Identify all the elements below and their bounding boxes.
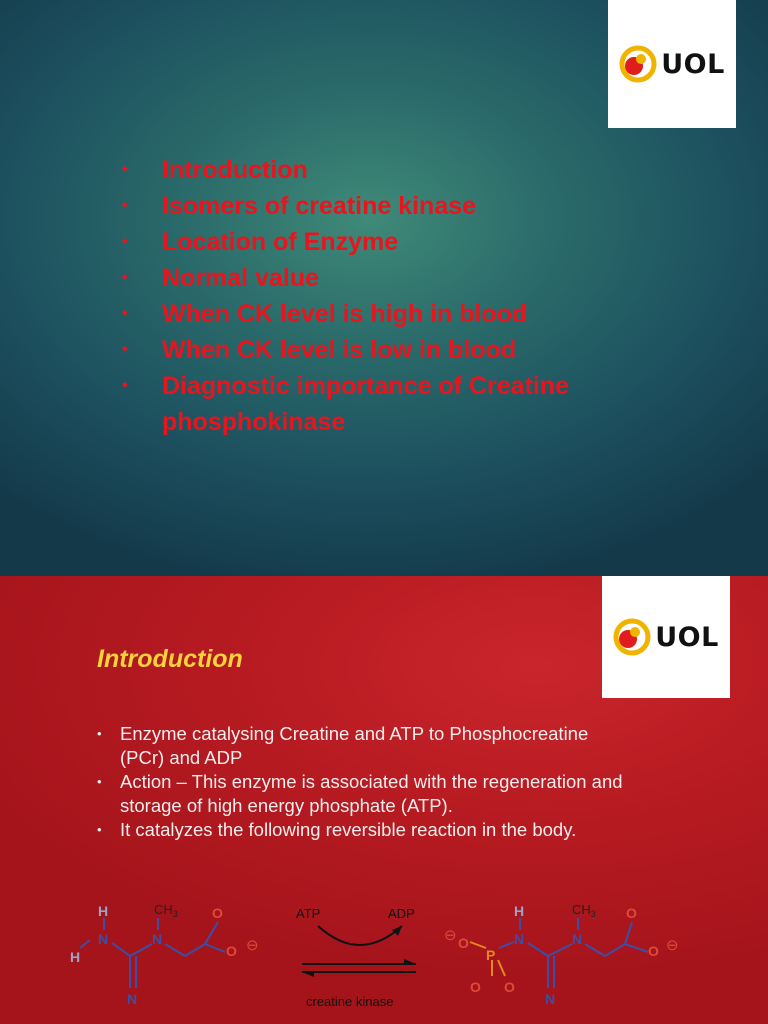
charge-minus: ⊖: [444, 927, 457, 944]
enzyme-label: creatine kinase: [306, 994, 394, 1009]
uol-logo: [619, 45, 725, 83]
atom-n: N: [152, 931, 163, 947]
atom-o: O: [648, 943, 659, 959]
creatine-structure: [70, 904, 259, 1007]
contents-item: • Location of Enzyme: [120, 224, 682, 260]
uol-logo-icon: [613, 618, 651, 656]
atom-o: O: [458, 935, 469, 951]
logo-text: UOL: [655, 621, 719, 653]
bullet-item: • Action – This enzyme is associated with the regeneration and storage of high energy phosphate (ATP).: [95, 770, 630, 818]
contents-item: • Diagnostic importance of Creatine phosphokinase: [120, 368, 682, 440]
atom-n: N: [127, 991, 138, 1007]
adp-label: ADP: [388, 906, 415, 921]
phosphocreatine-structure: [444, 904, 679, 1007]
atom-n: N: [572, 931, 583, 947]
atom-o: O: [212, 905, 223, 921]
atom-n: N: [545, 991, 556, 1007]
atom-o: O: [626, 905, 637, 921]
atom-h: H: [98, 904, 109, 919]
atom-n: N: [514, 931, 525, 947]
contents-item: • When CK level is low in blood: [120, 332, 682, 368]
contents-item: • Introduction: [120, 152, 682, 188]
contents-item: • When CK level is high in blood: [120, 296, 682, 332]
atom-h: H: [514, 904, 525, 919]
logo-box: [608, 0, 736, 128]
logo-text: UOL: [661, 48, 725, 80]
charge-minus: ⊖: [246, 937, 259, 954]
atp-label: ATP: [296, 906, 321, 921]
atom-h: H: [70, 949, 81, 965]
atom-o: O: [226, 943, 237, 959]
methyl-group: $CH_3$: [154, 904, 178, 919]
bullet-item: • It catalyzes the following reversible reaction in the body.: [95, 818, 630, 842]
contents-item: • Isomers of creatine kinase: [120, 188, 682, 224]
slide-title: Introduction: [97, 645, 243, 673]
bullet-item: • Enzyme catalysing Creatine and ATP to Phosphocreatine (PCr) and ADP: [95, 722, 630, 770]
contents-list: [120, 152, 682, 440]
intro-bullets: [95, 722, 630, 842]
slide-introduction: [0, 576, 768, 1024]
atom-o: O: [504, 979, 515, 995]
methyl-group: $CH_3$: [572, 904, 596, 919]
logo-box: [602, 576, 730, 698]
atom-p: P: [486, 947, 496, 963]
reaction-diagram: [0, 904, 768, 1024]
contents-item: • Normal value: [120, 260, 682, 296]
reaction-arrows: [296, 906, 416, 1009]
atom-n: N: [98, 931, 109, 947]
atom-o: O: [470, 979, 481, 995]
uol-logo-icon: [619, 45, 657, 83]
charge-minus: ⊖: [666, 937, 679, 954]
uol-logo: [613, 618, 719, 656]
